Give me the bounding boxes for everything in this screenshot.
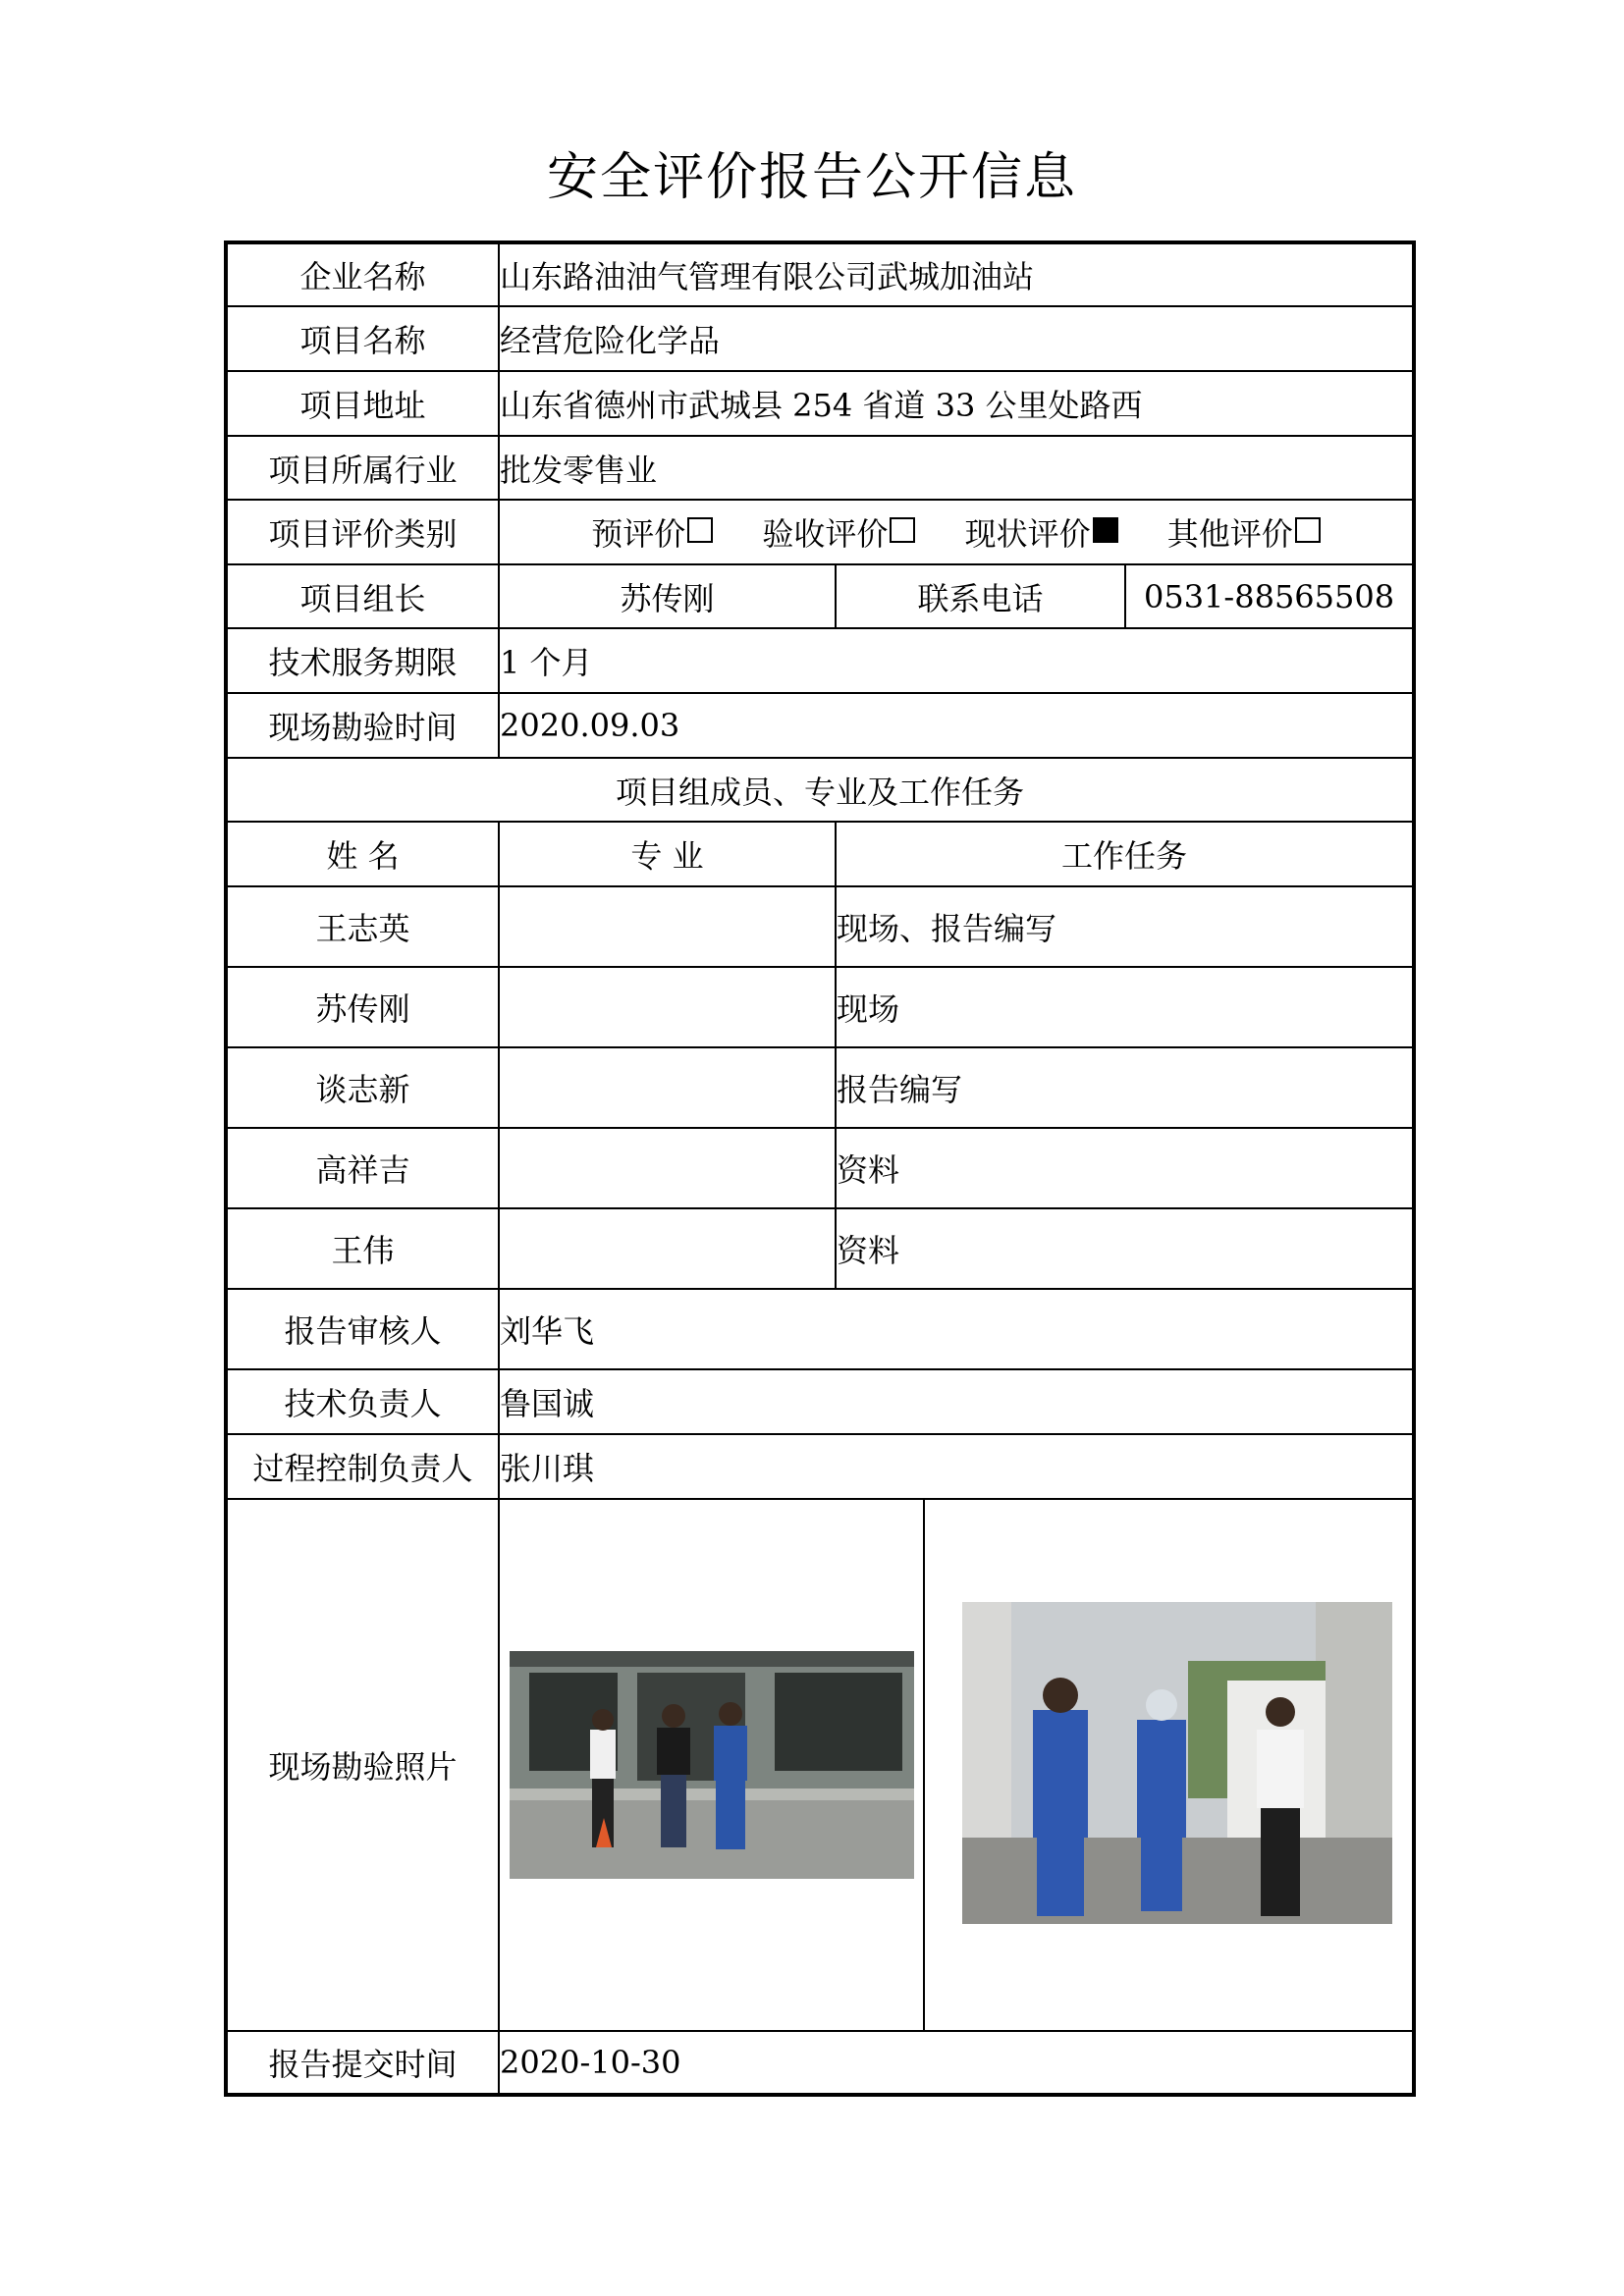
- row-address: [226, 371, 1414, 436]
- photo-1-graphic: [510, 1651, 914, 1879]
- address-value: 山东省德州市武城县 254 省道 33 公里处路西: [499, 371, 1414, 436]
- project-name-value: 经营危险化学品: [499, 306, 1414, 371]
- category-option-other: 其他评价: [1167, 509, 1321, 555]
- row-industry: [226, 436, 1414, 500]
- industry-value: 批发零售业: [499, 436, 1414, 500]
- checkbox-acceptance: [890, 517, 915, 543]
- checkbox-current: [1093, 517, 1118, 543]
- phone-value: 0531-88565508: [1125, 564, 1414, 628]
- company-label: 企业名称: [226, 242, 499, 306]
- photo-cell-left: [499, 1499, 924, 2031]
- row-leader: [226, 564, 1414, 628]
- member-task: 资料: [836, 1208, 1414, 1289]
- member-major: [499, 1208, 836, 1289]
- reviewer-value: 刘华飞: [499, 1289, 1414, 1369]
- table-row: [226, 1128, 1414, 1208]
- member-task: 现场: [836, 967, 1414, 1047]
- submit-time-value: 2020-10-30: [499, 2031, 1414, 2095]
- member-name: 谈志新: [226, 1047, 499, 1128]
- address-label: 项目地址: [226, 371, 499, 436]
- survey-time-value: 2020.09.03: [499, 693, 1414, 758]
- phone-label: 联系电话: [836, 564, 1125, 628]
- reviewer-label: 报告审核人: [226, 1289, 499, 1369]
- site-photo-2: [962, 1602, 1392, 1924]
- row-members-heading: [226, 758, 1414, 822]
- member-name: 高祥吉: [226, 1128, 499, 1208]
- member-major: [499, 1047, 836, 1128]
- row-reviewer: [226, 1289, 1414, 1369]
- photos-label: 现场勘验照片: [226, 1499, 499, 2031]
- category-options: [499, 500, 1414, 564]
- member-major: [499, 886, 836, 967]
- table-row: [226, 1208, 1414, 1289]
- table-row: [226, 1047, 1414, 1128]
- category-option-acceptance: 验收评价: [762, 509, 915, 555]
- row-members-columns: [226, 822, 1414, 886]
- member-task: 资料: [836, 1128, 1414, 1208]
- row-category: [226, 500, 1414, 564]
- member-name: 苏传刚: [226, 967, 499, 1047]
- category-label: 项目评价类别: [226, 500, 499, 564]
- category-option-current: 现状评价: [965, 509, 1118, 555]
- project-name-label: 项目名称: [226, 306, 499, 371]
- member-name: 王伟: [226, 1208, 499, 1289]
- member-major: [499, 967, 836, 1047]
- site-photo-1: [510, 1651, 914, 1879]
- row-company: [226, 242, 1414, 306]
- process-lead-value: 张川琪: [499, 1434, 1414, 1499]
- photo-2-graphic: [962, 1602, 1392, 1924]
- member-name: 王志英: [226, 886, 499, 967]
- row-tech-lead: [226, 1369, 1414, 1434]
- category-option-pre: 预评价: [591, 509, 713, 555]
- info-table: [224, 240, 1416, 2097]
- company-value: 山东路油油气管理有限公司武城加油站: [499, 242, 1414, 306]
- checkbox-other: [1295, 517, 1321, 543]
- row-submit-time: [226, 2031, 1414, 2095]
- row-photos: [226, 1499, 1414, 2031]
- row-service-period: [226, 628, 1414, 693]
- industry-label: 项目所属行业: [226, 436, 499, 500]
- row-survey-time: [226, 693, 1414, 758]
- photo-cell-right: [924, 1499, 1414, 2031]
- member-task: 报告编写: [836, 1047, 1414, 1128]
- page-title: 安全评价报告公开信息: [546, 148, 1077, 207]
- leader-label: 项目组长: [226, 564, 499, 628]
- service-period-value: 1 个月: [499, 628, 1414, 693]
- survey-time-label: 现场勘验时间: [226, 693, 499, 758]
- column-header-major: 专 业: [499, 822, 836, 886]
- member-major: [499, 1128, 836, 1208]
- members-heading: 项目组成员、专业及工作任务: [226, 758, 1414, 822]
- column-header-task: 工作任务: [836, 822, 1414, 886]
- table-row: [226, 886, 1414, 967]
- leader-value: 苏传刚: [499, 564, 836, 628]
- row-project-name: [226, 306, 1414, 371]
- member-task: 现场、报告编写: [836, 886, 1414, 967]
- tech-lead-label: 技术负责人: [226, 1369, 499, 1434]
- process-lead-label: 过程控制负责人: [226, 1434, 499, 1499]
- tech-lead-value: 鲁国诚: [499, 1369, 1414, 1434]
- submit-time-label: 报告提交时间: [226, 2031, 499, 2095]
- checkbox-pre: [687, 517, 713, 543]
- row-process-lead: [226, 1434, 1414, 1499]
- table-row: [226, 967, 1414, 1047]
- column-header-name: 姓 名: [226, 822, 499, 886]
- service-period-label: 技术服务期限: [226, 628, 499, 693]
